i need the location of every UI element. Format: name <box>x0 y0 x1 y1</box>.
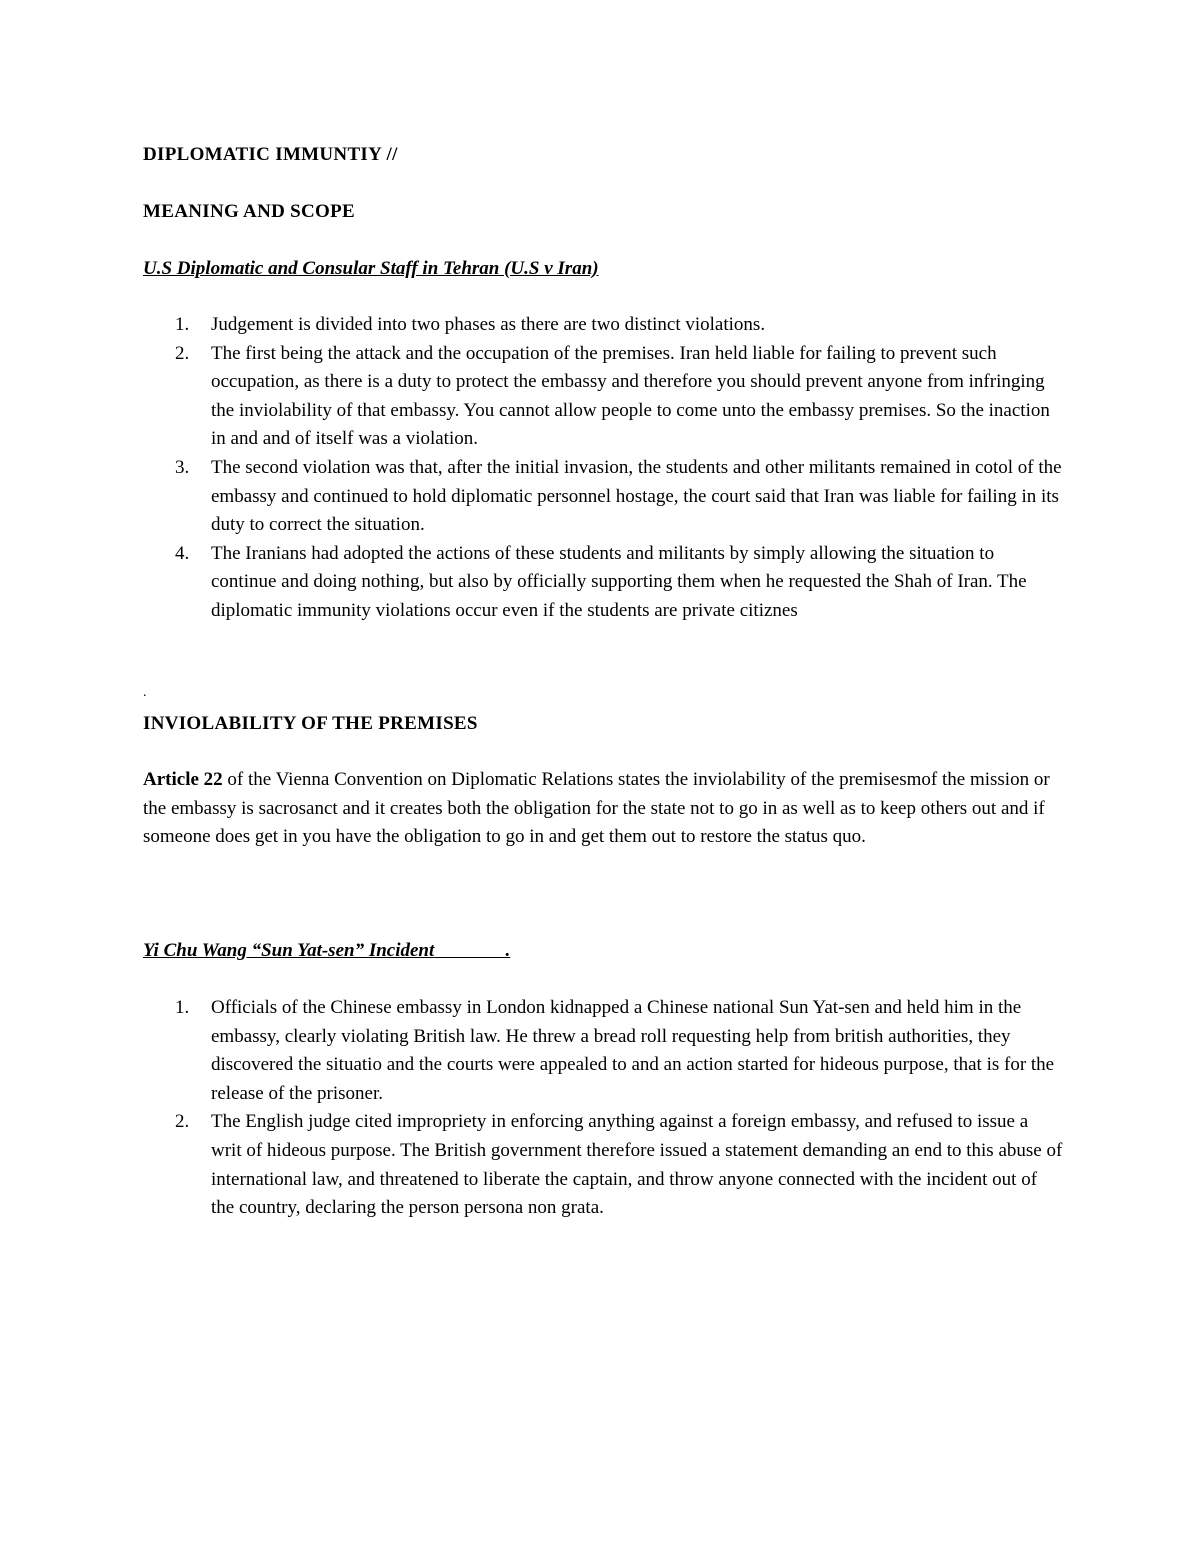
list-item <box>143 311 1063 340</box>
article-text: of the Vienna Convention on Diplomatic Relations states the inviolability of the premisesmof the mission or the embassy is sacrosanct and it creates both the obligation for the state not to go in as well as to keep others out and if someone does get in you have the obligation to go in and get them out to restore the status quo. <box>143 769 1050 848</box>
list-item-number: 2. <box>175 1111 190 1133</box>
case-title-sun-yat-sen-wrapper <box>143 939 510 963</box>
list-item <box>143 340 1063 454</box>
list-item-number: 4. <box>175 542 190 564</box>
case-title-us-v-iran: U.S Diplomatic and Consular Staff in Tehran (U.S v Iran) <box>143 258 599 279</box>
stray-dot: . <box>143 685 147 700</box>
list-item-number: 1. <box>175 997 190 1018</box>
section-heading-inviolability: INVIOLABILITY OF THE PREMISES <box>143 713 478 734</box>
list-item-number: 2. <box>175 342 190 364</box>
case-title-sun-yat-sen: Yi Chu Wang “Sun Yat-sen” Incident <box>143 940 435 961</box>
case-title-suffix: . <box>434 940 511 961</box>
list-item-text: Judgement is divided into two phases as there are two distinct violations. <box>211 314 766 335</box>
list-item <box>143 540 1063 626</box>
list-item-text: The first being the attack and the occupation of the premises. Iran held liable for failing to prevent such occupation, as there is a duty to protect the embassy and therefore you should prevent anyone from infringing the inviolability of that embassy. You cannot allow people to come unto the embassy premises. So the inaction in and and of itself was a violation. <box>211 342 1050 450</box>
list-item-text: Officials of the Chinese embassy in London kidnapped a Chinese national Sun Yat-sen and held him in the embassy, clearly violating British law. He threw a bread roll requesting help from british authorities, they discovered the situatio and the courts were appealed to and an action started for hideous purpose, that is for the release of the prisoner. <box>211 997 1055 1104</box>
list-item-text: The English judge cited impropriety in enforcing anything against a foreign embassy, and refused to issue a writ of hideous purpose. The British government therefore issued a statement demanding an end to this abuse of international law, and threatened to liberate the captain, and throw anyone connected with the incident out of the country, declaring the person persona non grata. <box>211 1111 1063 1219</box>
document-title: DIPLOMATIC IMMUNTIY // <box>143 144 398 165</box>
list-item-text: The second violation was that, after the initial invasion, the students and other militants remained in cotol of the embassy and continued to hold diplomatic personnel hostage, the court said that Iran was liable for failing in its duty to correct the situation. <box>211 456 1062 536</box>
section-heading-meaning-scope: MEANING AND SCOPE <box>143 201 356 222</box>
list-item <box>143 454 1063 540</box>
list-item <box>143 994 1063 1108</box>
case2-list <box>143 994 1063 1223</box>
list-item-number: 3. <box>175 456 190 478</box>
list-item-number: 1. <box>175 314 190 335</box>
case1-list <box>143 311 1063 626</box>
list-item <box>143 1108 1063 1222</box>
list-item-text: The Iranians had adopted the actions of these students and militants by simply allowing the situation to continue and doing nothing, but also by officially supporting them when he requested the Shah of Iran. The diplomatic immunity violations occur even if the students are private citiznes <box>211 542 1027 621</box>
article-bold-lead: Article 22 <box>143 769 223 790</box>
article-paragraph <box>143 766 1063 852</box>
